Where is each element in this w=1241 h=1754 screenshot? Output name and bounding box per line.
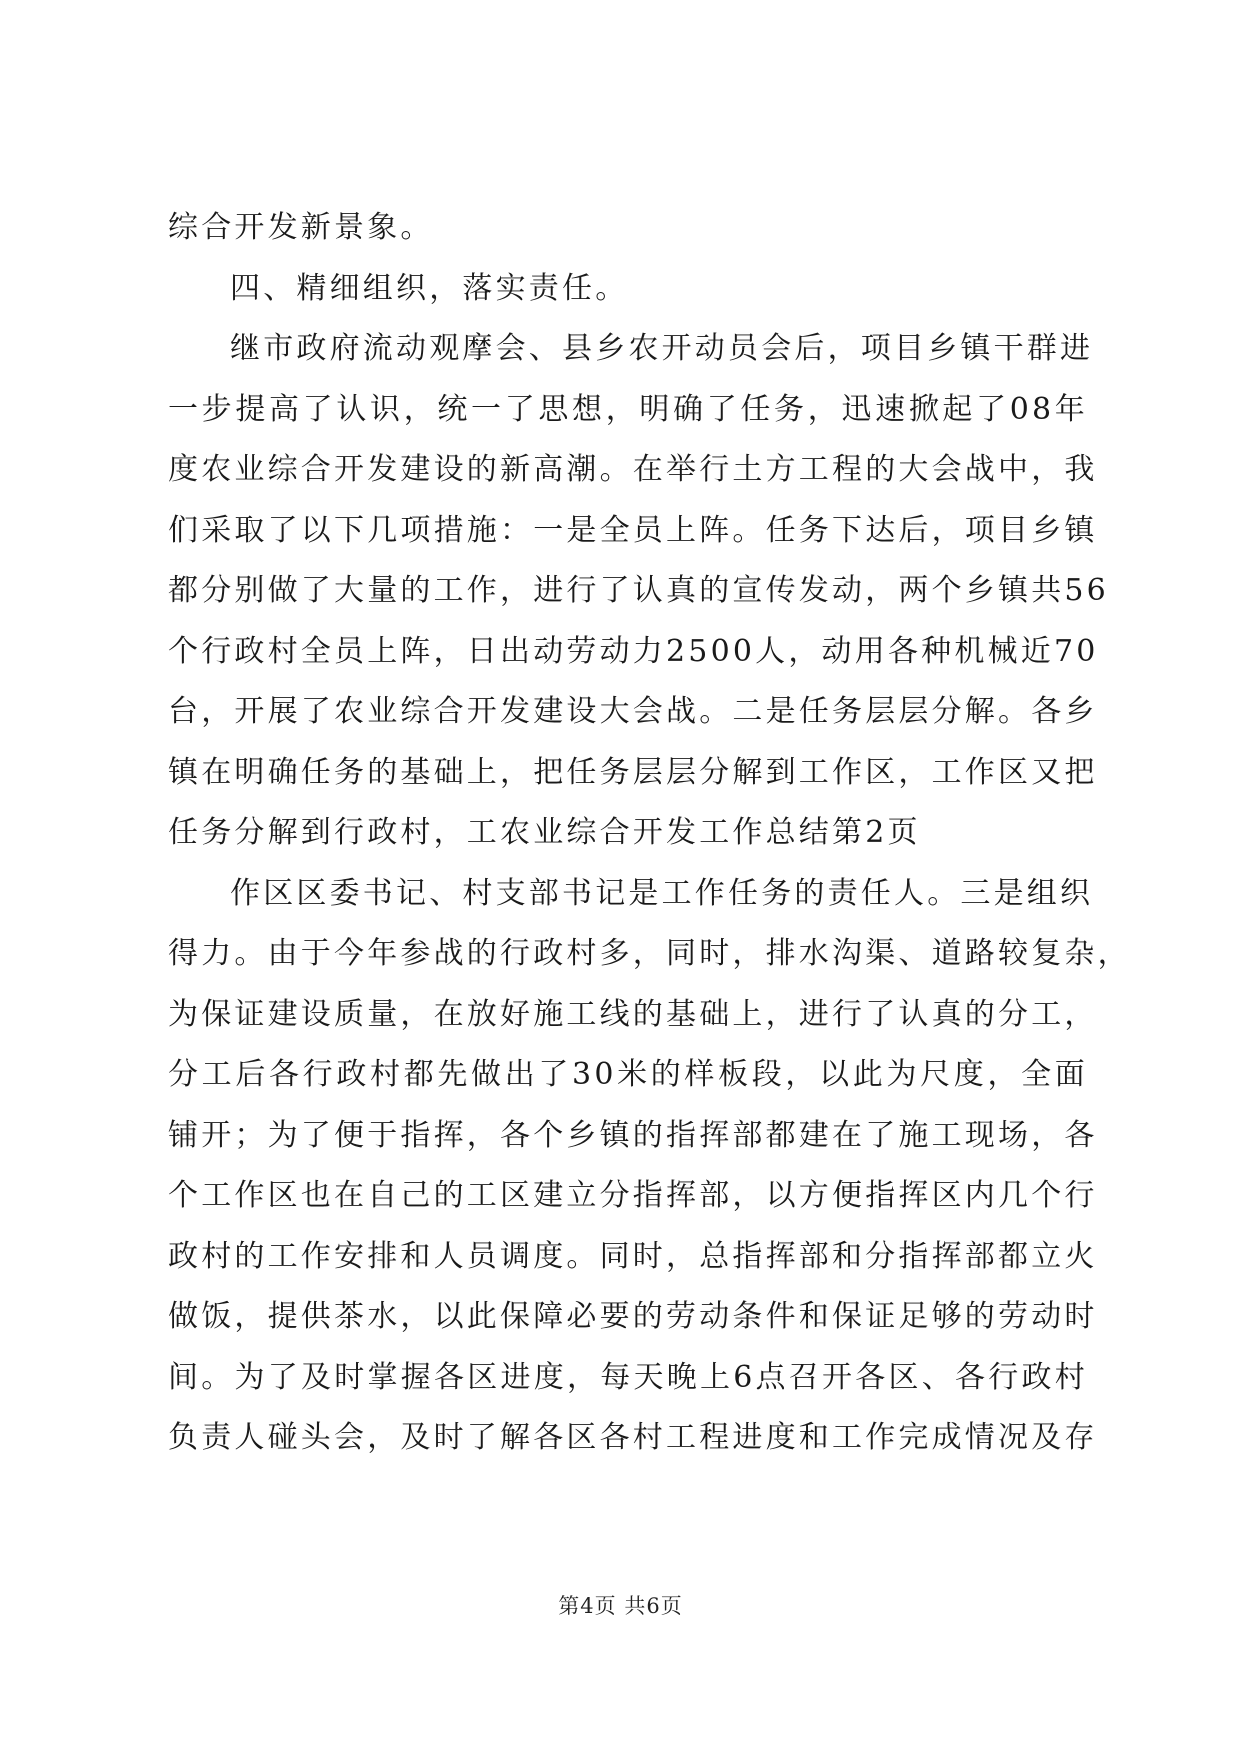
- text-line: 台，开展了农业综合开发建设大会战。二是任务层层分解。各乡: [168, 694, 1098, 729]
- text-line: 铺开；为了便于指挥，各个乡镇的指挥部都建在了施工现场，各: [168, 1117, 1098, 1153]
- text-line: 们采取了以下几项措施：一是全员上阵。任务下达后，项目乡镇: [168, 512, 1098, 548]
- text-line: 做饭，提供茶水，以此保障必要的劳动条件和保证足够的劳动时: [168, 1299, 1098, 1334]
- text-line: 任务分解到行政村，工农业综合开发工作总结第2页: [168, 815, 921, 850]
- document-body: [168, 198, 1131, 1469]
- text-line: 继市政府流动观摩会、县乡农开动员会后，项目乡镇干群进: [230, 331, 1094, 366]
- page-number-footer: 第4页 共6页: [558, 1594, 683, 1618]
- section-heading: 四、精细组织，落实责任。: [230, 270, 629, 306]
- text-line: 镇在明确任务的基础上，把任务层层分解到工作区，工作区又把: [168, 754, 1098, 790]
- text-line: 个工作区也在自己的工区建立分指挥部，以方便指挥区内几个行: [168, 1178, 1098, 1213]
- text-line: 分工后各行政村都先做出了30米的样板段，以此为尺度，全面: [168, 1057, 1088, 1092]
- text-line: 为保证建设质量，在放好施工线的基础上，进行了认真的分工，: [168, 996, 1098, 1032]
- text-line: 度农业综合开发建设的新高潮。在举行土方工程的大会战中，我: [168, 452, 1098, 487]
- text-line: 间。为了及时掌握各区进度，每天晚上6点召开各区、各行政村: [168, 1359, 1088, 1395]
- text-line: 都分别做了大量的工作，进行了认真的宣传发动，两个乡镇共56: [168, 573, 1109, 608]
- text-line: 政村的工作安排和人员调度。同时，总指挥部和分指挥部都立火: [168, 1238, 1098, 1274]
- text-line: 综合开发新景象。: [168, 210, 434, 245]
- text-line: 负责人碰头会，及时了解各区各村工程进度和工作完成情况及存: [168, 1420, 1098, 1455]
- text-line: 作区区委书记、村支部书记是工作任务的责任人。三是组织: [230, 875, 1094, 911]
- text-line: 得力。由于今年参战的行政村多，同时，排水沟渠、道路较复杂，: [168, 936, 1131, 971]
- text-line: 个行政村全员上阵，日出动劳动力2500人，动用各种机械近70: [168, 633, 1099, 669]
- text-line: 一步提高了认识，统一了思想，明确了任务，迅速掀起了08年: [168, 391, 1088, 427]
